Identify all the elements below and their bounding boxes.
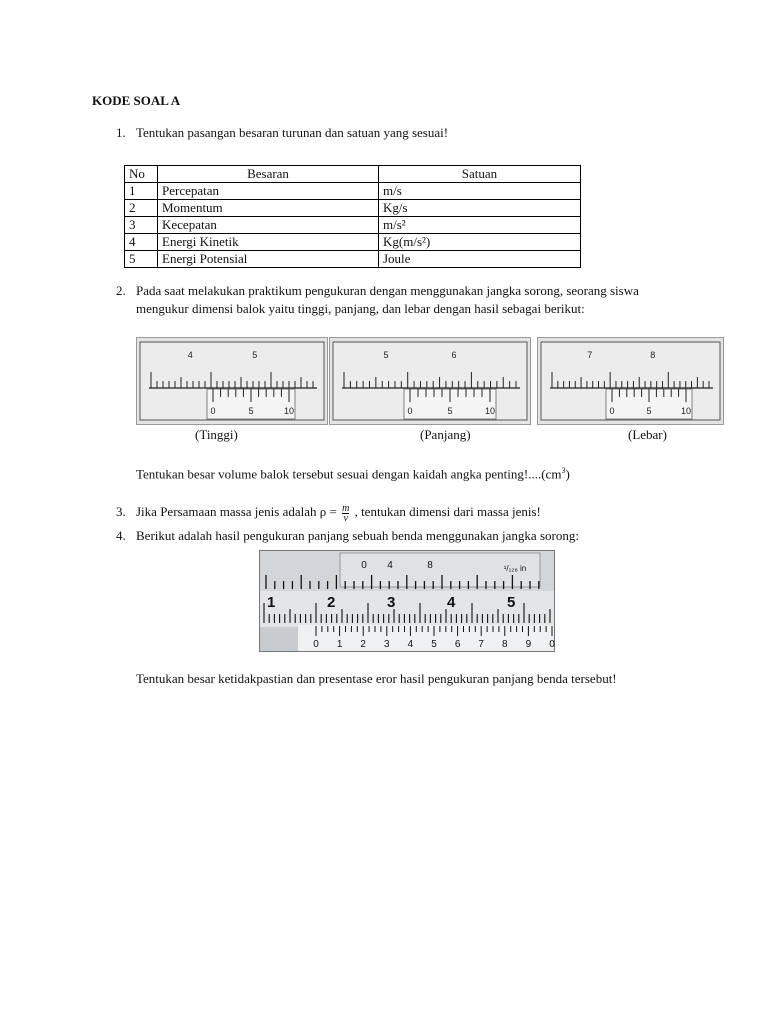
vernier-label: 8 [502, 639, 508, 650]
unit-table [124, 165, 581, 268]
table-cell-besaran: Energi Potensial [158, 251, 379, 268]
table-row [125, 183, 581, 200]
q3-text-after: , tentukan dimensi dari massa jenis! [351, 504, 541, 519]
inch-fraction-label: ¹/₁₂₈ in [503, 564, 527, 573]
q2-task-text: Tentukan besar volume balok tersebut sesuai dengan kaidah angka penting!....(cm [136, 466, 562, 482]
q2-text-line2: mengukur dimensi balok yaitu tinggi, panjang, dan lebar dengan hasil sebagai berikut: [136, 301, 585, 316]
upper-scale-label: 0 [361, 560, 367, 571]
vernier-label: 5 [248, 406, 254, 416]
vernier-label: 1 [336, 639, 343, 650]
caption-lebar: (Lebar) [628, 427, 667, 442]
vernier-label: 6 [454, 639, 461, 650]
q4-text: Berikut adalah hasil pengukuran panjang sebuah benda menggunakan jangka sorong: [136, 528, 579, 543]
table-cell-satuan: Joule [379, 251, 581, 268]
q2-task [136, 462, 570, 482]
table-row [125, 200, 581, 217]
table-header-satuan: Satuan [379, 166, 581, 183]
table-cell-satuan: m/s² [379, 217, 581, 234]
caption-panjang: (Panjang) [420, 427, 471, 442]
vernier-label: 5 [431, 639, 437, 650]
table-cell-no: 4 [125, 234, 158, 251]
table-header-no: No [125, 166, 158, 183]
vernier-label: 9 [525, 639, 532, 650]
table-header-besaran: Besaran [158, 166, 379, 183]
vernier-label: 10 [283, 406, 295, 416]
main-scale-label: 5 [252, 350, 258, 360]
density-fraction [342, 504, 349, 523]
caliper-drawing [137, 338, 327, 424]
fraction-denominator: v [343, 512, 348, 524]
table-row [125, 234, 581, 251]
q2-number: 2. [116, 283, 126, 298]
vernier-label: 0 [313, 639, 319, 650]
page-title: KODE SOAL A [92, 93, 181, 108]
caption-tinggi: (Tinggi) [195, 427, 238, 442]
vernier-label: 5 [447, 406, 453, 416]
table-cell-no: 2 [125, 200, 158, 217]
fraction-numerator: m [342, 502, 350, 514]
table-cell-satuan: Kg(m/s²) [379, 234, 581, 251]
vernier-label: 0 [210, 406, 216, 416]
vernier-label: 10 [484, 406, 496, 416]
table-cell-besaran: Energi Kinetik [158, 234, 379, 251]
main-scale-label: 4 [447, 594, 456, 611]
q4-task: Tentukan besar ketidakpastian dan presentase eror hasil pengukuran panjang benda tersebut! [136, 671, 617, 686]
caliper-image-tinggi [136, 337, 328, 425]
caliper-image-panjang [329, 337, 531, 425]
vernier-label: 7 [478, 639, 484, 650]
q3-text-before: Jika Persamaan massa jenis adalah ρ = [136, 504, 341, 519]
table-cell-besaran: Percepatan [158, 183, 379, 200]
caliper-image-lebar [537, 337, 724, 425]
caliper-drawing [538, 338, 723, 424]
table-cell-no: 5 [125, 251, 158, 268]
table-cell-satuan: m/s [379, 183, 581, 200]
main-scale-label: 6 [451, 350, 457, 360]
table-cell-no: 1 [125, 183, 158, 200]
vernier-label: 0 [609, 406, 615, 416]
q3-number: 3. [116, 504, 126, 519]
q2-text-line1: Pada saat melakukan praktikum pengukuran dengan menggunakan jangka sorong, seorang siswa [136, 283, 639, 298]
main-scale-label: 5 [507, 594, 516, 611]
vernier-label: 2 [360, 639, 366, 650]
main-scale-label: 5 [383, 350, 389, 360]
main-scale-label: 8 [650, 350, 656, 360]
vernier-label: 0 [549, 639, 555, 650]
q2-task-superscript: 3 [561, 466, 566, 475]
vernier-label: 0 [407, 406, 413, 416]
caliper-drawing [260, 551, 554, 651]
table-row [125, 217, 581, 234]
q1-number: 1. [116, 125, 126, 140]
caliper-drawing [330, 338, 530, 424]
caliper-photo-q4 [259, 550, 555, 652]
main-scale-label: 1 [267, 594, 276, 611]
vernier-label: 3 [384, 639, 390, 650]
main-scale-label: 4 [187, 350, 193, 360]
upper-scale-label: 4 [387, 560, 393, 571]
q3-text [136, 503, 541, 523]
main-scale-label: 2 [327, 594, 336, 611]
table-row [125, 251, 581, 268]
vernier-label: 5 [646, 406, 652, 416]
table-cell-no: 3 [125, 217, 158, 234]
table-cell-satuan: Kg/s [379, 200, 581, 217]
q2-task-end: ) [565, 466, 570, 482]
vernier-label: 4 [407, 639, 414, 650]
main-scale-label: 7 [587, 350, 593, 360]
q4-number: 4. [116, 528, 126, 543]
vernier-label: 10 [680, 406, 692, 416]
table-cell-besaran: Kecepatan [158, 217, 379, 234]
q1-text: Tentukan pasangan besaran turunan dan satuan yang sesuai! [136, 125, 449, 140]
table-cell-besaran: Momentum [158, 200, 379, 217]
table-header-row [125, 166, 581, 183]
main-scale-label: 3 [387, 594, 396, 611]
upper-scale-label: 8 [427, 560, 433, 571]
